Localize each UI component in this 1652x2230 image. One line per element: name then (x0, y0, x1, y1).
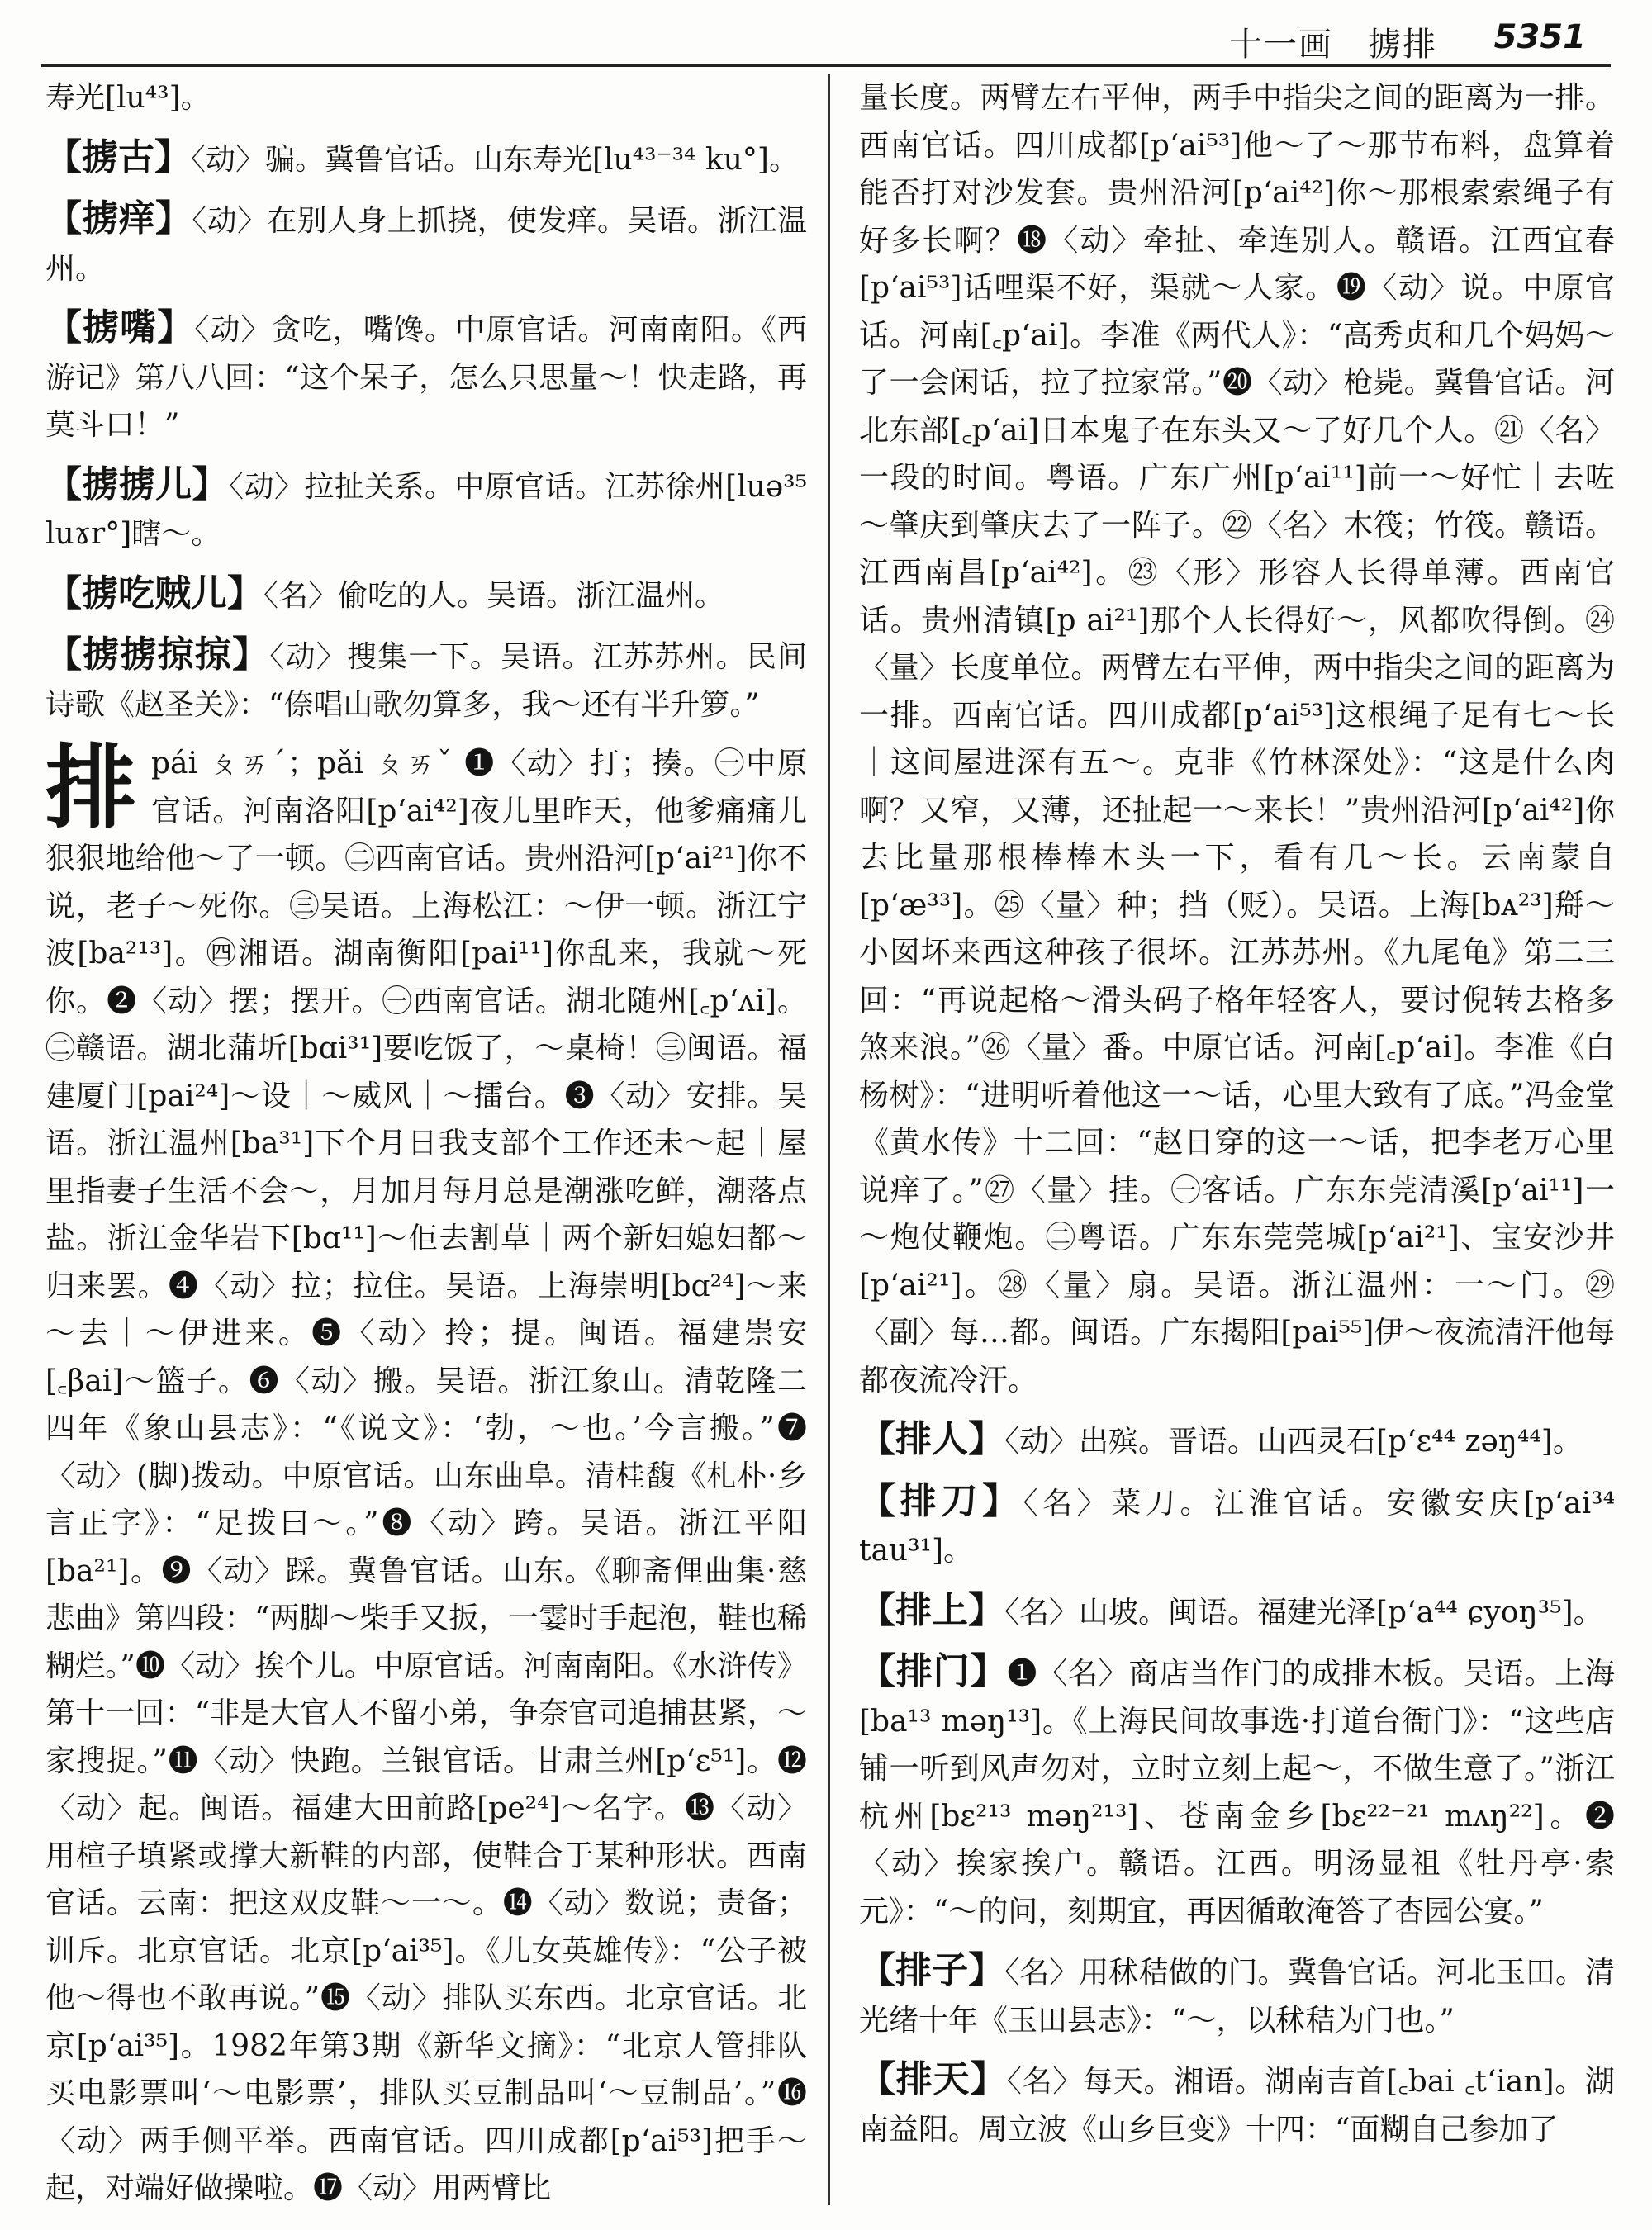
entry-lulur (45, 461, 807, 558)
entry-paidao (859, 1478, 1615, 1575)
section-title: 十一画 掳排 (1229, 26, 1437, 64)
entry-lululuelue (45, 631, 807, 728)
main-headword: 排 (45, 734, 136, 841)
entry-paishang (859, 1587, 1615, 1637)
entry-text: 〈名〉山坡。闽语。福建光泽[pʻa⁴⁴ ɕyoŋ³⁵]。 (1004, 1595, 1603, 1630)
entry-luyang (45, 195, 807, 292)
entry-headword: 【排天】 (859, 2058, 1007, 2100)
entry-pairen (859, 1416, 1615, 1466)
entry-text: 〈动〉搜集一下。吴语。江苏苏州。民间诗歌《赵圣关》：“倷唱山歌勿算多，我～还有半升箩。” (45, 640, 807, 722)
entry-paizi (859, 1947, 1615, 2044)
entry-text: 〈动〉拉扯关系。中原官话。江苏徐州[luə³⁵ luɤr°]瞎～。 (45, 469, 807, 551)
entry-text: 〈动〉在别人身上抓挠，使发痒。吴语。浙江温州。 (45, 204, 807, 286)
entry-headword: 【排门】 (859, 1650, 1008, 1692)
entry-headword: 【掳痒】 (45, 197, 192, 240)
entry-headword: 【排子】 (859, 1949, 1005, 1991)
entry-headword: 【掳古】 (45, 135, 191, 178)
entry-headword: 【排人】 (859, 1418, 1004, 1460)
entry-luzui (45, 304, 807, 449)
entry-paimen (859, 1648, 1615, 1935)
entry-text: pái ㄆㄞˊ；pǎi ㄆㄞˇ ❶〈动〉打；揍。㊀中原官话。河南洛阳[pʻai⁴²]夜儿里昨天，他爹痛痛儿狠狠地给他～了一顿。㊁西南官话。贵州沿河[pʻai²¹]你不说，老子～死你。㊂吴语。上海松江：～伊一顿。浙江宁波[ba²¹³]。㊃湘语。湖南衡阳[pai¹¹]你乱来，我就～死你。❷〈动〉摆；摆开。㊀西南官话。湖北随州[꜀pʻʌi]。㊁赣语。湖北蒲圻[bɑi³¹]要吃饭了，～桌椅！㊂闽语。福建厦门[pai²⁴]～设｜～威风｜～擂台。❸〈动〉安排。吴语。浙江温州[ba³¹]下个月日我支部个工作还未～起｜屋里指妻子生活不会～，月加月每月总是潮涨吃鲜，潮落点盐。浙江金华岩下[bɑ¹¹]～佢去割草｜两个新妇媳妇都～归来罢。❹〈动〉拉；拉住。吴语。上海崇明[bɑ²⁴]～来～去｜～伊进来。❺〈动〉拎；提。闽语。福建崇安[꜀βai]～篮子。❻〈动〉搬。吴语。浙江象山。清乾隆二四年《象山县志》：“《说文》：‘勃，～也。’今言搬。”❼〈动〉(脚)拨动。中原官话。山东曲阜。清桂馥《札朴·乡言正字》：“足拨曰～。”❽〈动〉跨。吴语。浙江平阳[ba²¹]。❾〈动〉踩。冀鲁官话。山东。《聊斋俚曲集·慈悲曲》第四段：“两脚～柴手又扳，一霎时手起泡，鞋也稀糊烂。”❿〈动〉挨个儿。中原官话。河南南阳。《水浒传》第十一回：“非是大官人不留小弟，争奈官司追捕甚紧，～家搜捉。”⓫〈动〉快跑。兰银官话。甘肃兰州[pʻɛ⁵¹]。⓬〈动〉起。闽语。福建大田前路[pe²⁴]～名字。⓭〈动〉用楦子填紧或撑大新鞋的内部，使鞋合于某种形状。西南官话。云南：把这双皮鞋～一～。⓮〈动〉数说；责备；训斥。北京官话。北京[pʻai³⁵]。《儿女英雄传》：“公子被他～得也不敢再说。”⓯〈动〉排队买东西。北京官话。北京[pʻai³⁵]。1982年第3期《新华文摘》：“北京人管排队买电影票叫‘～电影票’，排队买豆制品叫‘～豆制品’。”⓰〈动〉两手侧平举。西南官话。四川成都[pʻai⁵³]把手～起，对端好做操啦。⓱〈动〉用两臂比 (45, 747, 807, 2205)
entry-text: ❶〈名〉商店当作门的成排木板。吴语。上海[ba¹³ məŋ¹³]。《上海民间故事选·打道台衙门》：“这些店铺一听到风声勿对，立时立刻上起～，不做生意了。”浙江杭州[bɛ²¹³ məŋ²¹³]、苍南金乡[bɛ²²⁻²¹ mʌŋ²²]。❷〈动〉挨家挨户。赣语。江西。明汤显祖《牡丹亭·索元》：“～的问，刻期宜，再因循敢淹答了杏园公宴。” (859, 1657, 1615, 1929)
entry-continuation (45, 74, 807, 122)
entry-text: 〈名〉偷吃的人。吴语。浙江温州。 (263, 578, 725, 613)
entry-headword: 【排刀】 (859, 1479, 1023, 1522)
entry-pai (45, 734, 807, 2205)
entry-text: 〈名〉每天。湘语。湖南吉首[꜀bai ꜀tʻian]。湖南益阳。周立波《山乡巨变》十四：“面糊自己参加了 (859, 2065, 1615, 2147)
entry-text: 〈动〉贪吃，嘴馋。中原官话。河南南阳。《西游记》第八八回：“这个呆子，怎么只思量～！快走路，再莫斗口！” (45, 313, 807, 442)
page-number: 5351 (1493, 18, 1586, 56)
entry-headword: 【掳掳掠掠】 (45, 633, 270, 676)
entry-headword: 【排上】 (859, 1588, 1004, 1631)
entry-text: 〈名〉用秫秸做的门。冀鲁官话。河北玉田。清光绪十年《玉田县志》：“～，以秫秸为门也。” (859, 1956, 1615, 2038)
entry-text: 〈名〉菜刀。江淮官话。安徽安庆[pʻai³⁴ tau³¹]。 (859, 1486, 1615, 1568)
entry-paitian (859, 2056, 1615, 2153)
right-column (859, 74, 1615, 2205)
entry-continuation (859, 74, 1615, 1404)
entry-lugu (45, 134, 807, 184)
entry-headword: 【掳掳儿】 (45, 463, 230, 505)
header-rule (41, 64, 1611, 67)
page-header (0, 18, 1652, 68)
entry-text: 寿光[lu⁴³]。 (45, 81, 211, 115)
entry-text: 〈动〉出殡。晋语。山西灵石[pʻɛ⁴⁴ zəŋ⁴⁴]。 (1004, 1425, 1583, 1459)
entry-text: 〈动〉骗。冀鲁官话。山东寿光[lu⁴³⁻³⁴ ku°]。 (191, 142, 799, 177)
entry-headword: 【掳嘴】 (45, 306, 195, 349)
entry-luchizeir (45, 570, 807, 620)
column-divider (828, 74, 830, 2205)
entry-text: 量长度。两臂左右平伸，两手中指尖之间的距离为一排。西南官话。四川成都[pʻai⁵³]他～了～那节布料，盘算着能否打对沙发套。贵州沿河[pʻai⁴²]你～那根索索绳子有好多长啊？⓲〈动〉牵扯、牵连别人。赣语。江西宜春[pʻai⁵³]话哩渠不好，渠就～人家。⓳〈动〉说。中原官话。河南[꜀pʻai]。李准《两代人》：“高秀贞和几个妈妈～了一会闲话，拉了拉家常。”⓴〈动〉枪毙。冀鲁官话。河北东部[꜀pʻai]日本鬼子在东头又～了好几个人。㉑〈名〉一段的时间。粤语。广东广州[pʻai¹¹]前一～好忙｜去咗～肇庆到肇庆去了一阵子。㉒〈名〉木筏；竹筏。赣语。江西南昌[pʻai⁴²]。㉓〈形〉形容人长得单薄。西南官话。贵州清镇[p ai²¹]那个人长得好～，风都吹得倒。㉔〈量〉长度单位。两臂左右平伸，两中指尖之间的距离为一排。西南官话。四川成都[pʻai⁵³]这根绳子足有七～长｜这间屋进深有五～。克非《竹林深处》：“这是什么肉啊？又窄，又薄，还扯起一～来长！”贵州沿河[pʻai⁴²]你去比量那根棒棒木头一下，看有几～长。云南蒙自[pʻæ³³]。㉕〈量〉种；挡（贬）。吴语。上海[bᴀ²³]搿～小囡坏来西这种孩子很坏。江苏苏州。《九尾龟》第二三回：“再说起格～滑头码子格年轻客人，要讨倪转去格多煞来浪。”㉖〈量〉番。中原官话。河南[꜀pʻai]。李准《白杨树》：“进明听着他这一～话，心里大致有了底。”冯金堂《黄水传》十二回：“赵日穿的这一～话，把李老万心里说痒了。”㉗〈量〉挂。㊀客话。广东东莞清溪[pʻai¹¹]一～炮仗鞭炮。㊁粤语。广东东莞莞城[pʻai²¹]、宝安沙井[pʻai²¹]。㉘〈量〉扇。吴语。浙江温州：一～门。㉙〈副〉每…都。闽语。广东揭阳[pai⁵⁵]伊～夜流清汗他每都夜流冷汗。 (859, 81, 1615, 1397)
entry-headword: 【掳吃贼儿】 (45, 572, 263, 614)
left-column (45, 74, 807, 2205)
